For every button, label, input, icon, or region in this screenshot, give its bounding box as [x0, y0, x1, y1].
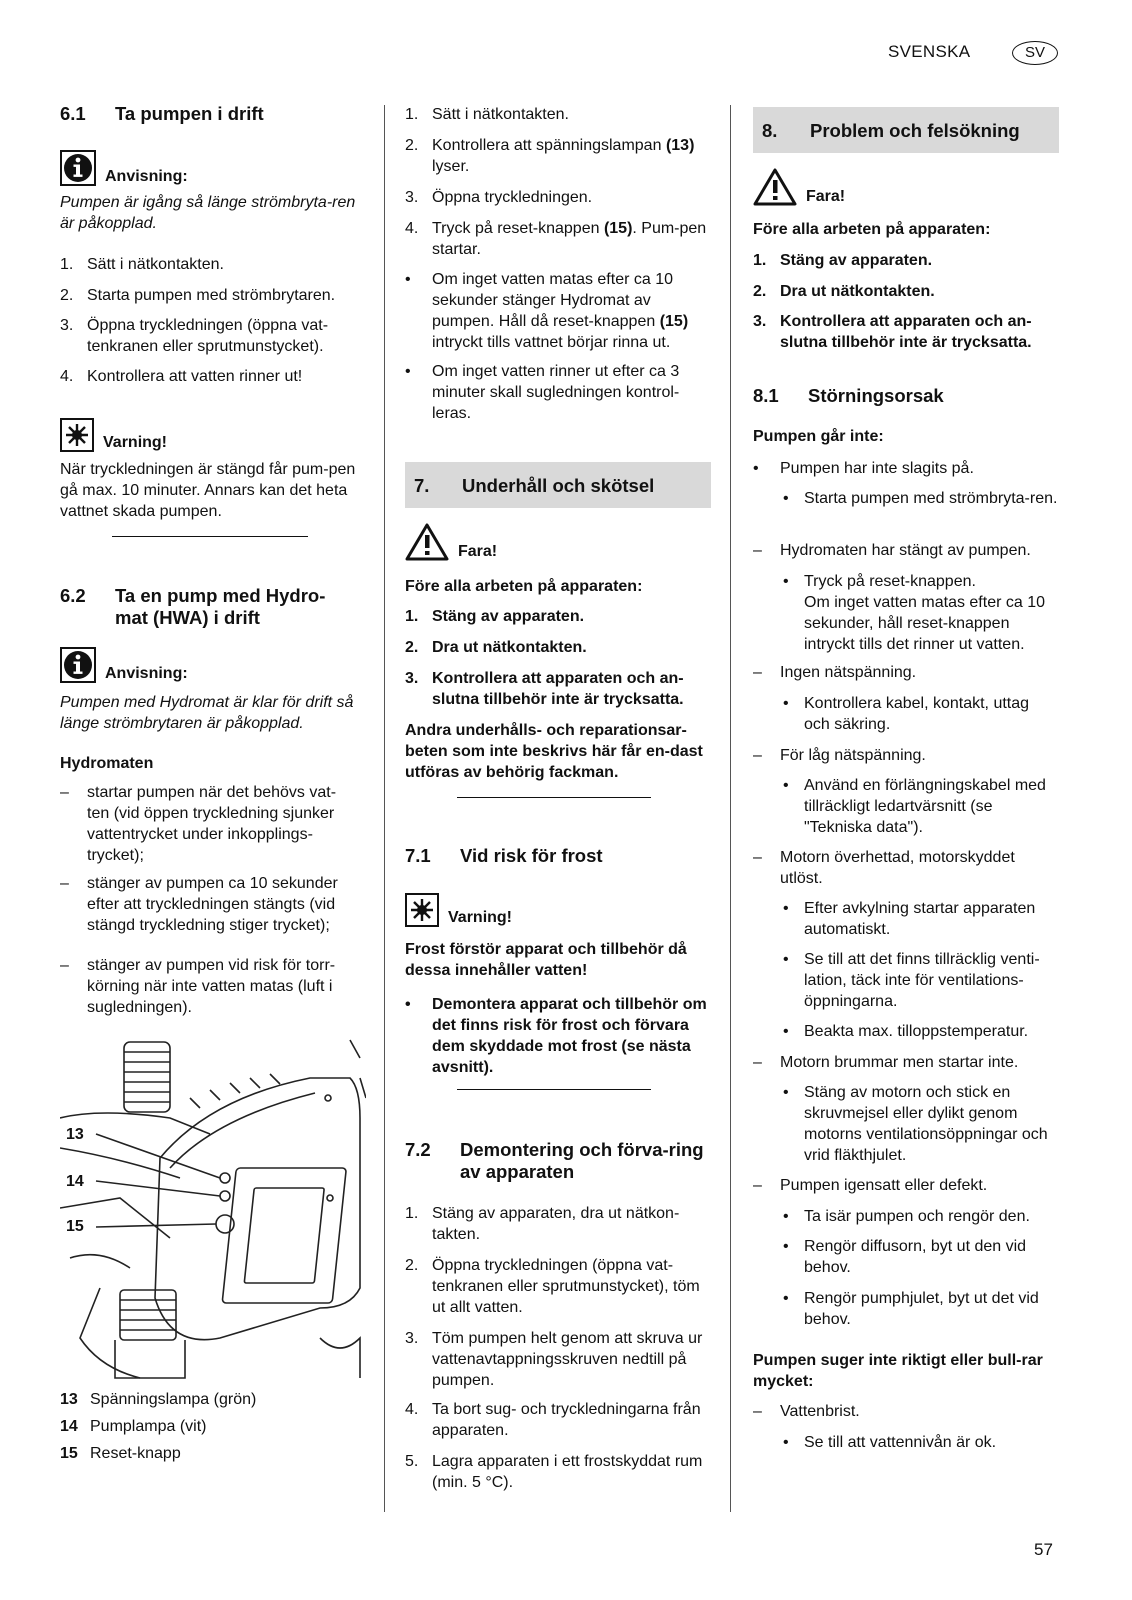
list-item: – Vattenbrist. — [753, 1403, 860, 1420]
list-item: 3. Öppna tryckledningen. — [405, 189, 593, 206]
list-item: 3. Öppna tryckledningen (öppna vat-tenkranen eller sprutmunstycket). — [60, 317, 329, 355]
section-heading: 6.2 Ta en pump med Hydro-mat (HWA) i drift — [60, 585, 326, 628]
list-item: • Pumpen har inte slagits på. — [753, 460, 974, 477]
list-item: • Beakta max. tilloppstemperatur. — [783, 1023, 1029, 1040]
list-item: 1. Stäng av apparaten. — [405, 608, 585, 625]
danger-intro: Före alla arbeten på apparaten: — [753, 221, 991, 238]
figure-label-15: 15 — [66, 1218, 84, 1235]
list-item: 2. Dra ut nätkontakten. — [405, 639, 587, 656]
list-item: 2. Starta pumpen med strömbrytaren. — [60, 287, 336, 304]
list-item: • Stäng av motorn och stick en skruvmejsel eller dylikt genom motorns ventilationsöppningar och vrid fläkthjulet. — [783, 1084, 1048, 1164]
list-item: • Använd en förlängningskabel med tillräckligt ledartvärsnitt (se "Tekniska data"). — [783, 777, 1046, 836]
list-item: • Kontrollera kabel, kontakt, uttag och säkring. — [783, 695, 1030, 733]
section-heading: 7.1 Vid risk för frost — [405, 845, 603, 866]
subheading: Hydromaten — [60, 755, 154, 772]
warning-label: Varning! — [448, 909, 513, 926]
notice-label: Anvisning: — [105, 168, 188, 185]
danger-intro: Före alla arbeten på apparaten: — [405, 578, 643, 595]
list-item: – stänger av pumpen vid risk för torr-körning när inte vatten matas (luft i sugledningen). — [60, 957, 336, 1016]
info-icon — [60, 647, 96, 683]
list-item: 4. Tryck på reset-knappen (15). Pum-pen startar. — [405, 220, 707, 258]
notice-label: Anvisning: — [105, 665, 188, 682]
list-item: • Efter avkylning startar apparaten automatiskt. — [783, 900, 1036, 938]
list-item: – Pumpen igensatt eller defekt. — [753, 1177, 988, 1194]
section-heading: 6.1 Ta pumpen i drift — [60, 103, 264, 124]
warning-text: Frost förstör apparat och tillbehör då dessa innehåller vatten! — [405, 941, 687, 979]
list-item: 4. Ta bort sug- och tryckledningarna från apparaten. — [405, 1401, 701, 1439]
list-item: – Motorn brummar men startar inte. — [753, 1054, 1019, 1071]
list-item: • Starta pumpen med strömbryta-ren. — [783, 490, 1058, 507]
separator — [112, 536, 308, 537]
list-item: • Se till att det finns tillräcklig venti-lation, täck inte för ventilations-öppningarna. — [783, 951, 1040, 1010]
list-item: – stänger av pumpen ca 10 sekunder efter att tryckledningen stängts (vid stängd tryckledning stiger trycket); — [60, 875, 338, 934]
list-item: 5. Lagra apparaten i ett frostskyddat rum (min. 5 °C). — [405, 1453, 703, 1491]
info-icon — [60, 150, 96, 186]
section-heading: 7.2 Demontering och förva-ring av apparaten — [405, 1139, 704, 1182]
list-item: 2. Dra ut nätkontakten. — [753, 283, 935, 300]
list-item: – Ingen nätspänning. — [753, 664, 917, 681]
list-item: – Motorn överhettad, motorskyddet utlöst. — [753, 849, 1015, 887]
figure-caption: 15 Reset-knapp — [60, 1445, 181, 1462]
figure-caption: 13 Spänningslampa (grön) — [60, 1391, 257, 1408]
danger-box — [753, 166, 1059, 206]
figure-label-14: 14 — [66, 1173, 84, 1190]
separator — [457, 797, 651, 798]
paragraph: Andra underhålls- och reparationsar-beten som inte beskrivs här får en-dast utföras av behörig fackman. — [405, 722, 703, 781]
warning-icon — [405, 893, 439, 927]
section-heading: 8.1 Störningsorsak — [753, 385, 944, 406]
language-badge: SV — [1012, 41, 1058, 65]
list-item: – För låg nätspänning. — [753, 747, 926, 764]
list-item: 1. Stäng av apparaten. — [753, 252, 933, 269]
list-item: • Rengör pumphjulet, byt ut det vid behov. — [783, 1290, 1039, 1328]
list-item: • Om inget vatten matas efter ca 10 sekunder stänger Hydromat av pumpen. Håll då reset-knappen (15) intryckt tills vattnet börjar rinna ut. — [405, 271, 689, 351]
danger-icon — [753, 168, 797, 206]
list-item: • Tryck på reset-knappen. Om inget vatten matas efter ca 10 sekunder, håll reset-knappen intryckt tills det rinner ut vatten. — [783, 573, 1046, 653]
page-number: 57 — [1034, 1540, 1053, 1559]
pump-illustration — [60, 1038, 366, 1398]
section-heading-box: 8. Problem och felsökning — [753, 107, 1059, 153]
list-item: 1. Stäng av apparaten, dra ut nätkon-takten. — [405, 1205, 680, 1243]
list-item: – Hydromaten har stängt av pumpen. — [753, 542, 1031, 559]
danger-box — [405, 521, 711, 561]
list-item: • Om inget vatten rinner ut efter ca 3 minuter skall sugledningen kontrol-leras. — [405, 363, 680, 422]
subheading: Pumpen går inte: — [753, 428, 884, 445]
header-language: SVENSKA — [888, 42, 971, 61]
list-item: – startar pumpen när det behövs vat-ten (vid öppen tryckledning sjunker vattentrycket under inkopplings-trycket); — [60, 784, 337, 864]
notice-box — [60, 643, 358, 683]
list-item: • Se till att vattennivån är ok. — [783, 1434, 997, 1451]
list-item: 3. Töm pumpen helt genom att skruva ur vattenavtappningsskruven nedtill på pumpen. — [405, 1330, 703, 1389]
warning-label: Varning! — [103, 434, 168, 451]
list-item: 4. Kontrollera att vatten rinner ut! — [60, 368, 303, 385]
notice-box — [60, 146, 358, 186]
list-item: 1. Sätt i nätkontakten. — [405, 106, 569, 123]
list-item: • Ta isär pumpen och rengör den. — [783, 1208, 1030, 1225]
list-item: 3. Kontrollera att apparaten och an-slutna tillbehör inte är trycksatta. — [405, 670, 684, 708]
danger-label: Fara! — [806, 188, 846, 205]
subheading: Pumpen suger inte riktigt eller bull-rar mycket: — [753, 1352, 1043, 1390]
list-item: 3. Kontrollera att apparaten och an-slutna tillbehör inte är trycksatta. — [753, 313, 1032, 351]
separator — [457, 1089, 651, 1090]
column-divider — [730, 105, 731, 1512]
warning-icon — [60, 418, 94, 452]
warning-box — [60, 412, 358, 452]
notice-text: Pumpen är igång så länge strömbryta-ren är påkopplad. — [60, 194, 356, 232]
danger-label: Fara! — [458, 543, 498, 560]
danger-icon — [405, 523, 449, 561]
warning-box — [405, 887, 711, 927]
warning-text: När tryckledningen är stängd får pum-pen gå max. 10 minuter. Annars kan det heta vattnet skada pumpen. — [60, 461, 356, 520]
list-item: • Demontera apparat och tillbehör om det finns risk för frost och förvara dem skyddade mot frost (se nästa avsnitt). — [405, 996, 707, 1076]
list-item: 2. Öppna tryckledningen (öppna vat-tenkranen eller sprutmunstycket), töm ut allt vatten. — [405, 1257, 700, 1316]
list-item: • Rengör diffusorn, byt ut den vid behov. — [783, 1238, 1027, 1276]
list-item: 1. Sätt i nätkontakten. — [60, 256, 224, 273]
section-heading-box: 7. Underhåll och skötsel — [405, 462, 711, 508]
figure-label-13: 13 — [66, 1126, 84, 1143]
notice-text: Pumpen med Hydromat är klar för drift så länge strömbrytaren är påkopplad. — [60, 694, 354, 732]
hydromat-drawing — [60, 1038, 366, 1400]
figure-caption: 14 Pumplampa (vit) — [60, 1418, 207, 1435]
list-item: 2. Kontrollera att spänningslampan (13) lyser. — [405, 137, 695, 175]
column-divider — [384, 105, 385, 1512]
